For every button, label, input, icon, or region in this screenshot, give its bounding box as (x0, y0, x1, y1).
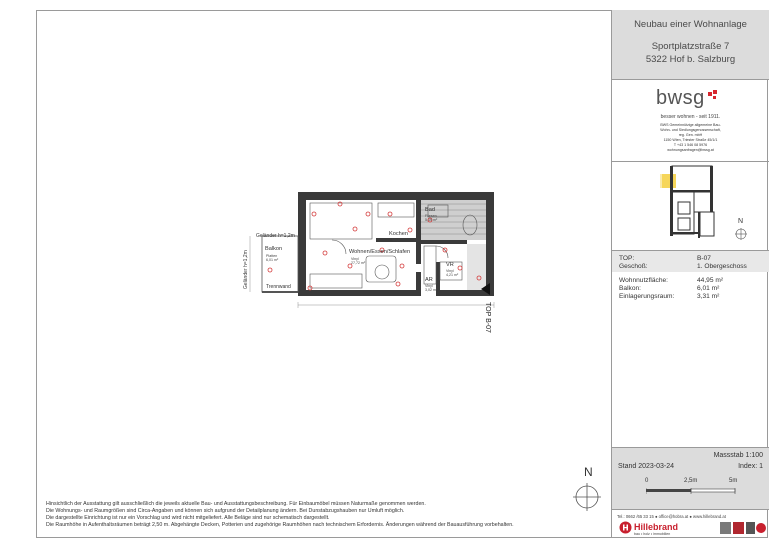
scale-bar (646, 488, 736, 496)
project-title: Neubau einer Wohnanlage (634, 19, 747, 30)
date-label: Stand 2023-03-24 (618, 463, 675, 470)
room-living: Wohnen/Essen/Schlafen (349, 249, 411, 255)
storage-value: 3,31 m² (697, 293, 720, 300)
floor-value: 1. Obergeschoss (697, 263, 747, 270)
bwsg-info-line: 1150 Wien, Triester Straße 45/1/1 (663, 138, 718, 142)
bwsg-logo: bwsg (656, 87, 705, 109)
contact-line: Tel.: 0662 /65 33 15 ● office@hobra.at ● www.hillebrand.at (617, 514, 726, 519)
bwsg-info (622, 123, 759, 153)
note-line: Die Raumhöhe in Aufenthaltsräumen beträgt 2,50 m. Abgehängte Decken, Potterien und zugehörige Raumhöhen nach technischem Erfordernis. Änderungen während der Bauausführung vorbehalten. (46, 522, 514, 529)
hillebrand-sub: bau • holz • immobilien (634, 532, 671, 536)
scale-tick-label: 2,5m (684, 478, 698, 484)
scale-label: Massstab 1:100 (713, 452, 763, 459)
room-balcony: Balkon (265, 246, 283, 252)
room-hall: VR (446, 262, 454, 268)
hillebrand-name: Hillebrand (634, 522, 679, 532)
key-plan-north: N (738, 218, 744, 225)
partition-label: Trennwand (266, 284, 291, 290)
top-code-label: TOP B-07 (484, 302, 491, 333)
logo-dots-icon (708, 90, 722, 104)
project-header (612, 10, 769, 80)
bwsg-info-line: Wohn- und Siedlungsgenossenschaft, (660, 128, 721, 132)
bwsg-info-line: BWS Gemeinnützige allgemeine Bau- (660, 123, 721, 127)
disclaimer-notes (46, 501, 611, 529)
index-label: Index: 1 (738, 463, 763, 470)
badge-icons (720, 521, 766, 535)
bwsg-info-line: wohnungsanfragen@bwsg.at (667, 148, 714, 152)
balcony-value: 6,01 m² (697, 285, 720, 292)
scale-block (612, 447, 769, 509)
note-line: Hinsichtlich der Ausstattung gilt ausschließlich die jeweils aktuelle Bau- und Ausstattungsbeschreibung. Für Einbaumöbel müssen Naturmaße genommen werden. (46, 501, 426, 507)
balcony-label: Balkon: (619, 285, 641, 292)
scale-tick-label: 5m (729, 478, 738, 484)
room-storage-sub: Vinyl 3,02 m² (425, 284, 438, 292)
room-hall-sub: Vinyl 4,21 m² (446, 269, 459, 277)
north-label: N (584, 465, 593, 479)
bwsg-info-line: reg. Gen. mbH (678, 133, 703, 137)
bwsg-logo-block (612, 80, 769, 162)
room-bath-sub: Fliesen 5,19 m² (425, 214, 438, 222)
title-block (611, 10, 768, 538)
key-plan-compass-icon (735, 228, 747, 240)
bwsg-tagline: besser wohnen - seit 1911. (660, 114, 721, 120)
note-line: Die Wohnungs- und Raumgrößen sind Circa-Angaben und können sich aufgrund der Detailplanung ändern. Bei Dunstabzugshauben nur Umluft möglich. (46, 508, 405, 515)
railing-label-vertical: Geländer h=1,2m (243, 250, 249, 289)
unit-info (612, 251, 769, 447)
area-label: Wohnnutzfläche: (619, 277, 668, 284)
room-living-sub: Vinyl 27,72 m² (351, 257, 366, 265)
room-kitchen-sub: Vinyl (392, 238, 400, 242)
top-label: TOP: (619, 255, 635, 262)
area-value: 44,95 m² (697, 277, 724, 284)
bwsg-info-line: T +43 1 546 08 5976 (673, 143, 708, 147)
room-storage: AR (425, 277, 433, 283)
room-bath: Bad (425, 207, 435, 213)
project-city: 5322 Hof b. Salzburg (645, 54, 736, 65)
project-street: Sportplatzstraße 7 (651, 41, 730, 52)
storage-label: Einlagerungsraum: (619, 293, 675, 300)
company-footer (612, 509, 769, 538)
room-balcony-sub: Platten 6,01 m² (266, 254, 279, 262)
key-plan (612, 162, 769, 251)
room-kitchen: Kochen (389, 231, 408, 237)
scale-tick-label: 0 (645, 478, 649, 484)
hillebrand-logo-icon (619, 521, 632, 534)
note-line: Die dargestellte Einrichtung ist nur ein Vorschlag und wird nicht mitgeliefert. Alle Beläge sind nur schematisch dargestellt. (46, 515, 330, 522)
floor-label: Geschoß: (619, 263, 648, 270)
top-value: B-07 (697, 255, 711, 262)
railing-label: Geländer h=1,2m (256, 233, 295, 239)
